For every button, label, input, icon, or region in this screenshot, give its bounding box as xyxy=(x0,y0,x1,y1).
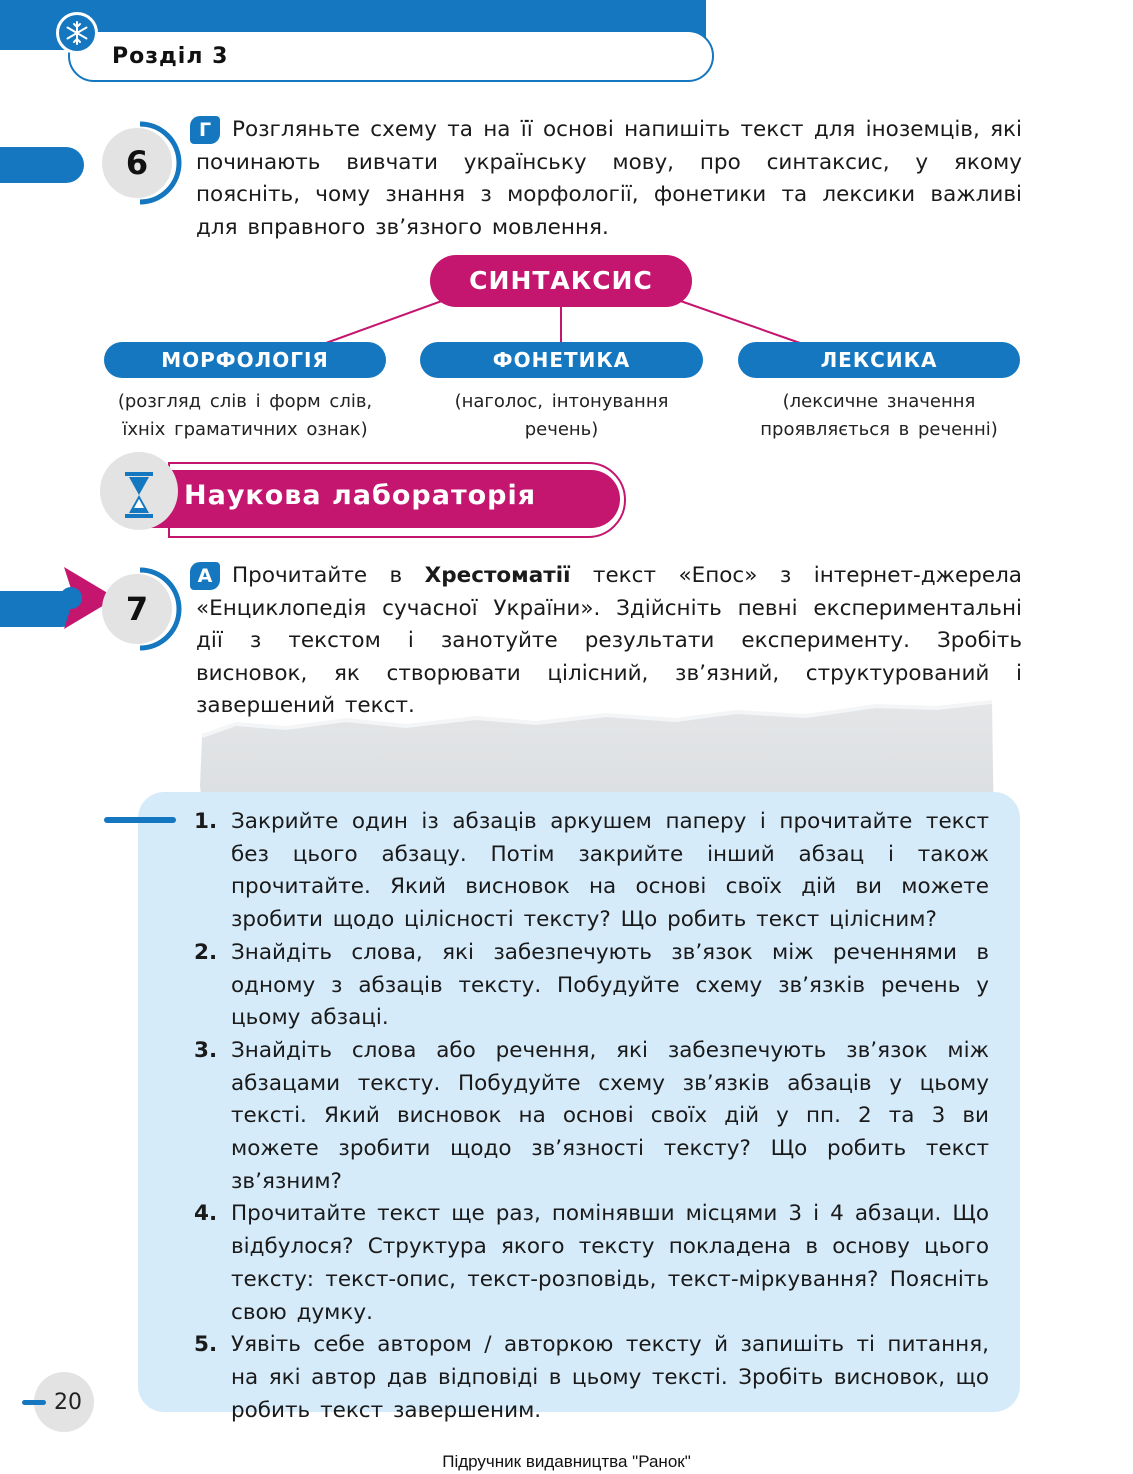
diagram-branch-morphology: МОРФОЛОГІЯ xyxy=(104,342,386,378)
diagram-desc-phonetics: (наголос, інтонування речень) xyxy=(454,391,669,440)
list-item: 2. Знайдіть слова, які забезпечують зв’язок між реченнями в одному з абзаців тексту. Побудуйте схему зв’язків речень у цьому абзаці. xyxy=(194,939,989,1031)
diagram-root-syntax: СИНТАКСИС xyxy=(430,255,692,307)
task-7-level-badge: А xyxy=(190,562,220,590)
page-number-dash xyxy=(22,1400,46,1405)
list-item: 4. Прочитайте текст ще раз, помінявши місцями 3 і 4 абзаци. Що відбулося? Структура якого тексту покладена в основу цього тексту: текст-опис, текст-розповідь, текст-міркування? Поясніть свою думку. xyxy=(194,1201,989,1325)
diagram-branch-lexicon: ЛЕКСИКА xyxy=(738,342,1020,378)
publisher-footer: Підручник видавництва "Ранок" xyxy=(442,1452,691,1471)
chrestomathy-bold: Хрестоматії xyxy=(424,563,571,588)
diagram-connectors xyxy=(0,0,1133,400)
task-6-number: 6 xyxy=(102,128,172,198)
diagram-desc-lexicon: (лексичне значення проявляється в реченні) xyxy=(760,391,998,440)
lab-title: Наукова лабораторія xyxy=(184,480,537,511)
diagram-desc-morphology: (розгляд слів і форм слів, їхніх граматичних ознак) xyxy=(117,391,373,440)
task-7-text: Прочитайте в Хрестоматії текст «Епос» з інтернет-джерела «Енциклопедія сучасної України». Здійсніть певні експериментальні дії з текстом і занотуйте результати експерименту. Зробіть висновок, як створювати цілісний, зв’язний, структурований і завершений текст. xyxy=(196,563,1022,718)
steps-box-marker xyxy=(104,817,176,823)
task-7-number: 7 xyxy=(102,574,172,644)
list-item: 3. Знайдіть слова або речення, які забезпечують зв’язок між абзацами тексту. Побудуйте схему зв’язків абзаців у цьому тексті. Який висновок на основі своїх дій у пп. 2 та 3 ви можете зробити щодо зв’язності тексту? Що робить текст зв’язним? xyxy=(194,1037,989,1194)
list-item: 1. Закрийте один із абзаців аркушем паперу і прочитайте текст без цього абзацу. Потім закрийте інший абзац і також прочитайте. Який висновок на основі своїх дій ви можете зробити щодо цілісності тексту? Що робить текст цілісним? xyxy=(194,809,989,933)
task-6-level-badge: Г xyxy=(190,116,220,144)
task-6-text: Розгляньте схему та на її основі напишіть текст для іноземців, які починають вивчати українську мову, про синтаксис, у якому поясніть, чому знання з морфології, фонетики та лексики важливі для вправного зв’язного мовлення. xyxy=(196,117,1022,240)
diagram-branch-phonetics: ФОНЕТИКА xyxy=(420,342,703,378)
section-title: Розділ 3 xyxy=(112,44,229,69)
list-item: 5. Уявіть себе автором / авторкою тексту й запишіть ті питання, на які автор дав відповіді в цьому тексті. Зробіть висновок, що робить текст завершеним. xyxy=(194,1332,989,1423)
steps-list xyxy=(194,806,989,1427)
page-number: 20 xyxy=(34,1372,94,1432)
hourglass-icon xyxy=(122,470,156,520)
